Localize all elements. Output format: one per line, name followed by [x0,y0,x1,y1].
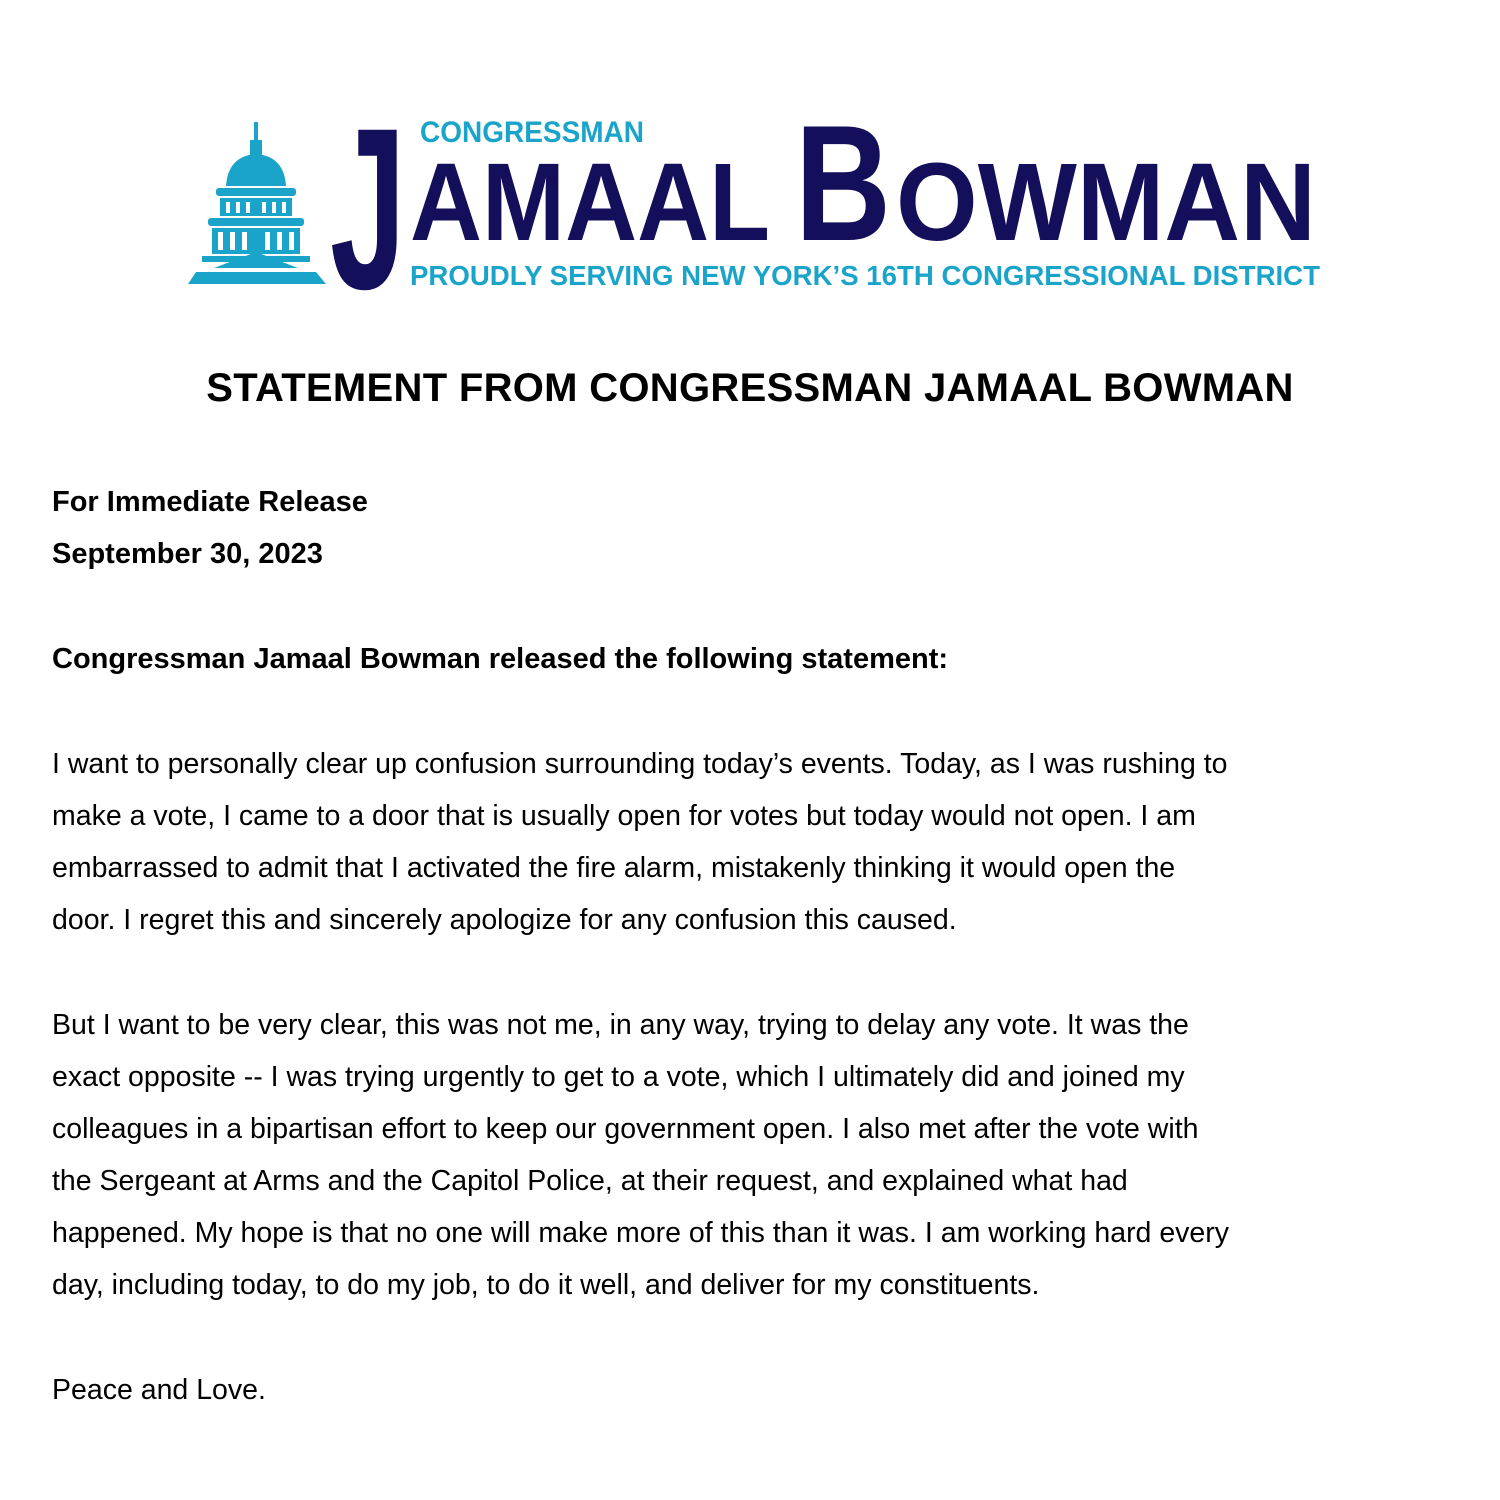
paragraph-line: I want to personally clear up confusion surrounding today’s events. Today, as I was rushing to [52,748,1228,780]
paragraph-line: door. I regret this and sincerely apologize for any confusion this caused. [52,904,957,936]
paragraph-line: happened. My hope is that no one will make more of this than it was. I am working hard every [52,1217,1230,1249]
logo-name-amaal: AMAAL [410,141,770,264]
statement-intro: Congressman Jamaal Bowman released the following statement: [52,643,949,675]
paragraph-line: colleagues in a bipartisan effort to keep our government open. I also met after the vote with [52,1113,1199,1145]
paragraph-line: exact opposite -- I was trying urgently to get to a vote, which I ultimately did and joined my [52,1061,1185,1093]
logo-name-j: J [330,80,406,320]
statement-title: STATEMENT FROM CONGRESSMAN JAMAAL BOWMAN [206,366,1294,410]
logo-kicker: CONGRESSMAN [420,116,644,149]
paragraph-line: embarrassed to admit that I activated the fire alarm, mistakenly thinking it would open the [52,852,1176,884]
closing-line: Peace and Love. [52,1374,266,1406]
release-date: September 30, 2023 [52,538,323,570]
logo-name-owman: OWMAN [896,141,1316,264]
logo-name-b: B [795,91,891,275]
paragraph-line: day, including today, to do my job, to do it well, and deliver for my constituents. [52,1269,1040,1301]
release-label: For Immediate Release [52,486,368,518]
capitol-dome-icon [188,122,326,284]
paragraph-line: But I want to be very clear, this was not me, in any way, trying to delay any vote. It was the [52,1009,1189,1041]
paragraph-line: make a vote, I came to a door that is usually open for votes but today would not open. I am [52,800,1196,832]
logo-tagline: PROUDLY SERVING NEW YORK’S 16TH CONGRESSIONAL DISTRICT [410,260,1320,291]
letterhead-logo [0,0,1500,320]
paragraph-line: the Sergeant at Arms and the Capitol Police, at their request, and explained what had [52,1165,1128,1197]
